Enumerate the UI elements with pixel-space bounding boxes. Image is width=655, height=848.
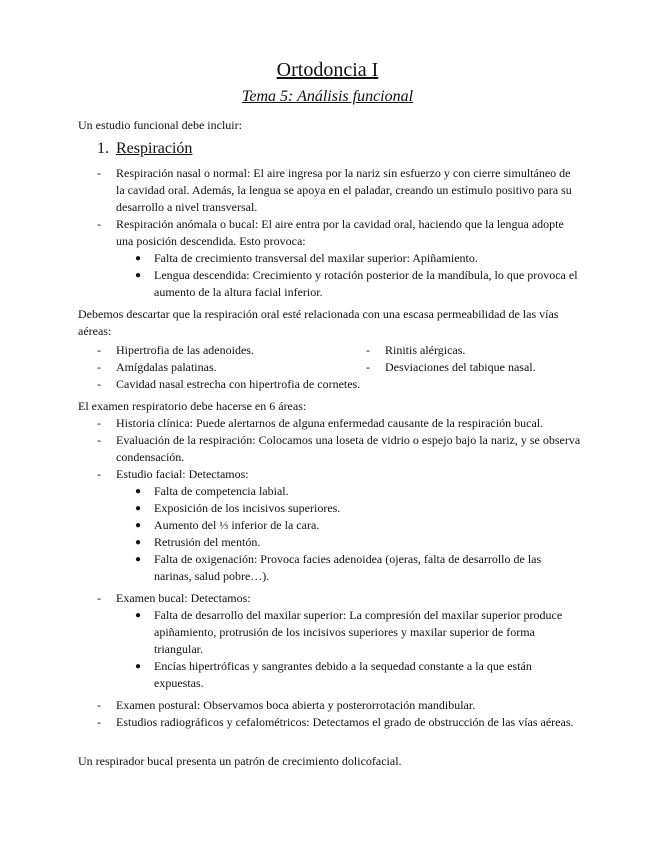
- section-title: Respiración: [116, 140, 193, 157]
- list-item-text: Desviaciones del tabique nasal.: [385, 360, 536, 374]
- bullet-marker: ●: [135, 270, 142, 281]
- bullet-item-text: Retrusión del mentón.: [154, 535, 261, 549]
- examen-intro: El examen respiratorio debe hacerse en 6 áreas:: [78, 399, 307, 413]
- page-subtitle: Tema 5: Análisis funcional: [241, 88, 414, 105]
- bullet-item-text: Lengua descendida: Crecimiento y rotación posterior de la mandíbula, lo que provoca el aumento de la altura facial inferior.: [154, 268, 578, 299]
- dash-marker: -: [97, 377, 101, 391]
- bullet-item-text: Falta de crecimiento transversal del maxilar superior: Apiñamiento.: [154, 251, 478, 265]
- bullet-item-text: Falta de competencia labial.: [154, 484, 289, 498]
- bullet-item-text: Encías hipertróficas y sangrantes debido a la sequedad constante a la que están expuestas.: [154, 659, 532, 690]
- list-item-text: Evaluación de la respiración: Colocamos una loseta de vidrio o espejo bajo la nariz, y se observa condensación.: [116, 433, 581, 464]
- list-item-text: Estudios radiográficos y cefalométricos: Detectamos el grado de obstrucción de las vías aéreas.: [116, 715, 574, 729]
- bullet-marker: ●: [135, 554, 142, 565]
- list-item-text: Estudio facial: Detectamos:: [116, 467, 249, 481]
- list-item-text: Examen bucal: Detectamos:: [116, 591, 251, 605]
- list-item-text: Cavidad nasal estrecha con hipertrofia de cornetes.: [116, 377, 361, 391]
- dash-marker: -: [97, 591, 101, 605]
- bullet-marker: ●: [135, 610, 142, 621]
- bullet-marker: ●: [135, 253, 142, 264]
- intro-paragraph: Un estudio funcional debe incluir:: [78, 118, 242, 132]
- section-heading: [97, 138, 192, 160]
- list-item-text: Hipertrofia de las adenoides.: [116, 343, 254, 357]
- bullet-item-text: Exposición de los incisivos superiores.: [154, 501, 341, 515]
- dash-marker: -: [97, 416, 101, 430]
- list-item-text: Historia clínica: Puede alertarnos de alguna enfermedad causante de la respiración bucal.: [116, 416, 544, 430]
- conclusion-paragraph: Un respirador bucal presenta un patrón de crecimiento dolicofacial.: [78, 754, 402, 768]
- bullet-item-text: Falta de desarrollo del maxilar superior: La compresión del maxilar superior produce apiñamiento, protrusión de los incisivos superiores y maxilar superior de forma triangular.: [154, 608, 563, 656]
- dash-marker: -: [97, 166, 101, 180]
- dash-marker: -: [97, 467, 101, 481]
- list-item-text: Amígdalas palatinas.: [116, 360, 217, 374]
- dash-marker: -: [366, 360, 370, 374]
- bullet-item-text: Aumento del ⅓ inferior de la cara.: [154, 518, 320, 532]
- bullet-marker: ●: [135, 661, 142, 672]
- list-item-text: Rinitis alérgicas.: [385, 343, 466, 357]
- dash-marker: -: [97, 217, 101, 231]
- dash-marker: -: [97, 343, 101, 357]
- list-item-text: Respiración nasal o normal: El aire ingresa por la nariz sin esfuerzo y con cierre simultáneo de la cavidad oral. Además, la lengua se apoya en el paladar, creando un estímulo positivo para su desarrollo a nivel transversal.: [116, 166, 572, 214]
- descartar-paragraph: Debemos descartar que la respiración oral esté relacionada con una escasa permeabilidad de las vías aéreas:: [78, 307, 559, 338]
- bullet-marker: ●: [135, 537, 142, 548]
- dash-marker: -: [97, 360, 101, 374]
- bullet-marker: ●: [135, 520, 142, 531]
- bullet-marker: ●: [135, 503, 142, 514]
- list-item-text: Examen postural: Observamos boca abierta y posterorrotación mandibular.: [116, 698, 476, 712]
- dash-marker: -: [97, 698, 101, 712]
- dash-marker: -: [366, 343, 370, 357]
- dash-marker: -: [97, 433, 101, 447]
- section-number: 1.: [97, 140, 109, 157]
- bullet-item-text: Falta de oxigenación: Provoca facies adenoidea (ojeras, falta de desarrollo de las narinas, salud pobre…).: [154, 552, 542, 583]
- dash-marker: -: [97, 715, 101, 729]
- bullet-marker: ●: [135, 486, 142, 497]
- list-item-text: Respiración anómala o bucal: El aire entra por la cavidad oral, haciendo que la lengua adopte una posición descendida. Esto provoca:: [116, 217, 564, 248]
- page-title: Ortodoncia I: [276, 59, 379, 81]
